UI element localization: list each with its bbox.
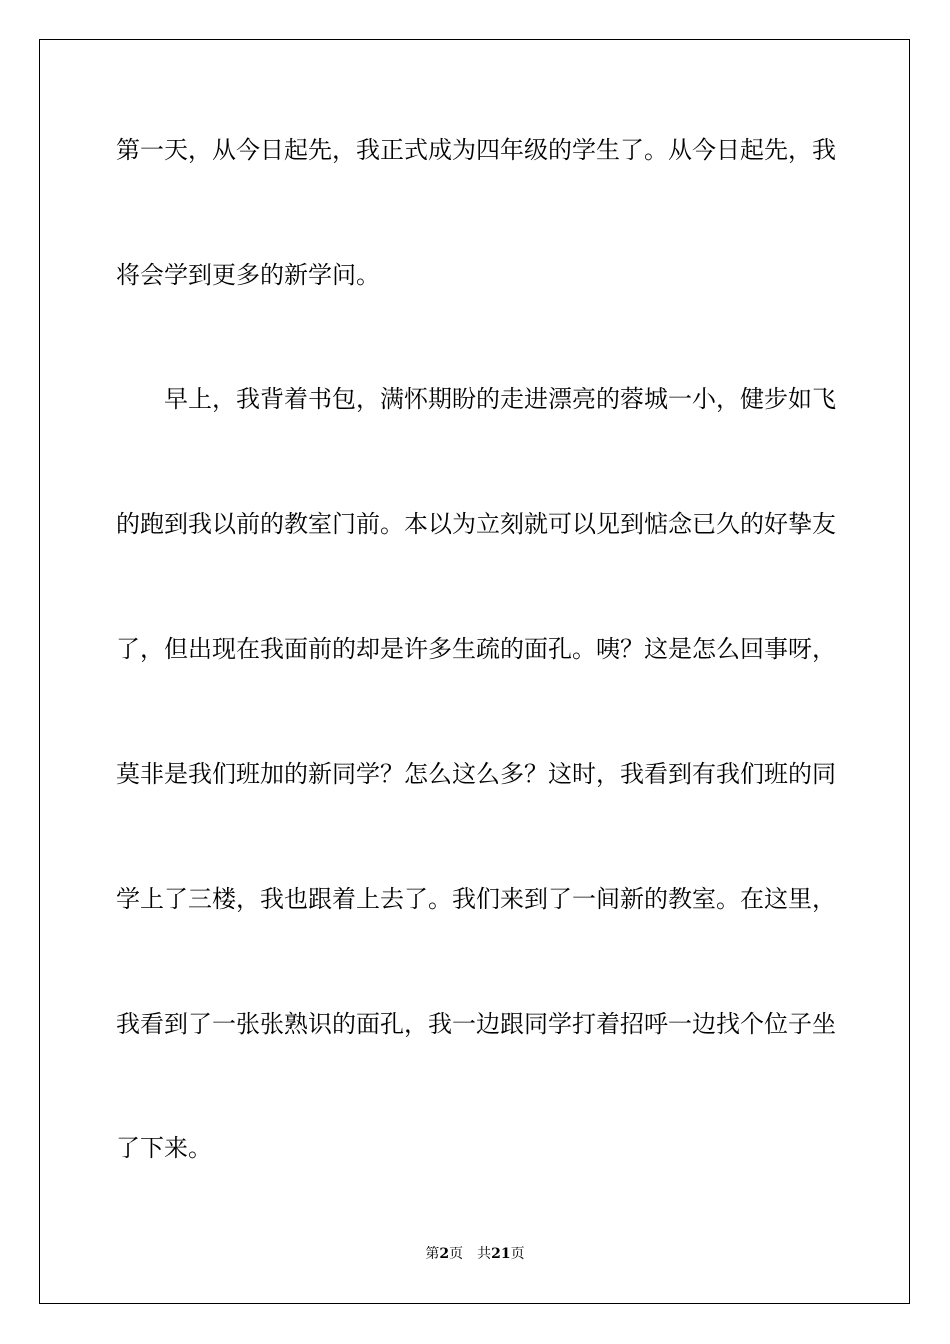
- text-line: 第一天，从今日起先，我正式成为四年级的学生了。从今日起先，我: [116, 136, 836, 164]
- page-suffix: 页: [449, 1246, 464, 1262]
- text-line: 的跑到我以前的教室门前。本以为立刻就可以见到惦念已久的好挚友: [116, 510, 836, 538]
- page-footer: [0, 1245, 950, 1263]
- text-line: 将会学到更多的新学问。: [116, 261, 380, 289]
- page-prefix: 第: [425, 1246, 440, 1262]
- page-number: 2: [439, 1246, 450, 1262]
- text-line: 学上了三楼，我也跟着上去了。我们来到了一间新的教室。在这里，: [116, 885, 836, 913]
- total-pages: 21: [491, 1246, 511, 1262]
- total-prefix: 共: [477, 1246, 492, 1262]
- page-border: [39, 39, 910, 1304]
- text-line: 莫非是我们班加的新同学？怎么这么多？这时，我看到有我们班的同: [116, 760, 836, 788]
- text-line: 了下来。: [116, 1134, 212, 1162]
- total-suffix: 页: [510, 1246, 525, 1262]
- text-line: 早上，我背着书包，满怀期盼的走进漂亮的蓉城一小，健步如飞: [164, 385, 836, 413]
- text-line: 我看到了一张张熟识的面孔，我一边跟同学打着招呼一边找个位子坐: [116, 1010, 836, 1038]
- text-line: 了，但出现在我面前的却是许多生疏的面孔。咦？这是怎么回事呀，: [116, 635, 836, 663]
